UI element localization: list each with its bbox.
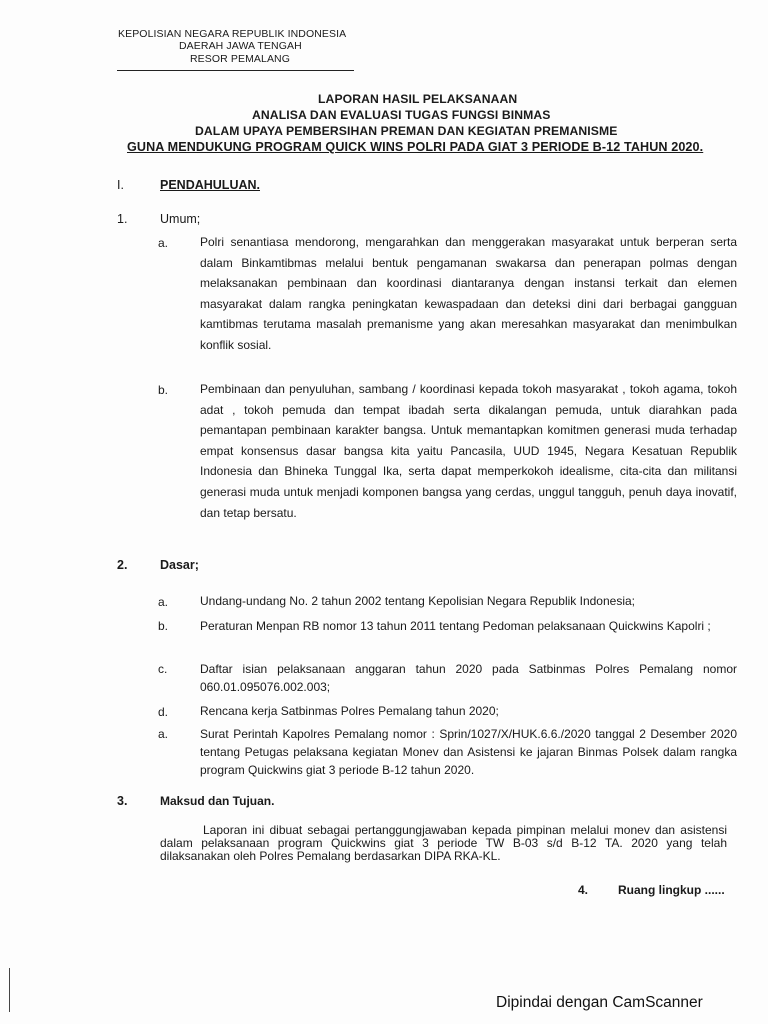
subsection-number: 1.: [117, 212, 128, 226]
item-letter: a.: [158, 236, 169, 250]
page-edge-mark: [9, 968, 10, 1012]
title-line-2: ANALISA DAN EVALUASI TUGAS FUNGSI BINMAS: [252, 108, 551, 122]
paragraph-maksud: [160, 824, 727, 863]
subsection-number: 3.: [117, 794, 128, 808]
subsection-heading: Maksud dan Tujuan.: [160, 794, 275, 808]
subsection-number: 2.: [117, 558, 128, 572]
list-item-dasar: Rencana kerja Satbinmas Polres Pemalang tahun 2020;: [200, 704, 499, 718]
letterhead-line-2: DAERAH JAWA TENGAH: [179, 40, 302, 52]
item-letter: d.: [158, 705, 169, 719]
next-page-number: 4.: [578, 883, 589, 897]
paragraph-umum-b: Pembinaan dan penyuluhan, sambang / koordinasi kepada tokoh masyarakat , tokoh agama, tokoh adat , tokoh pemuda dan tempat ibadah serta dikalangan pemuda, untuk diarahkan pada pemantapan pembinaan karakter bangsa. Untuk memantapkan komitmen generasi muda terhadap empat konsensus dasar bangsa kita yaitu Pancasila, UUD 1945, Negara Kesatuan Republik Indonesia dan Bhineka Tunggal Ika, serta dapat memperkokoh idealisme, cita-cita dan militansi generasi muda untuk menjadi komponen bangsa yang cerdas, unggul tangguh, penuh daya inovatif, dan tetap bersatu.: [200, 382, 737, 520]
list-item-dasar: Peraturan Menpan RB nomor 13 tahun 2011 tentang Pedoman pelaksanaan Quickwins Kapolri ;: [200, 619, 711, 633]
subsection-heading: Umum;: [160, 212, 201, 226]
letterhead-underline: [117, 70, 354, 71]
item-letter: a.: [158, 727, 169, 741]
letterhead-line-3: RESOR PEMALANG: [190, 53, 291, 65]
section-heading: PENDAHULUAN.: [160, 178, 260, 192]
item-letter: b.: [158, 619, 169, 633]
list-item-dasar: Daftar isian pelaksanaan anggaran tahun 2020 pada Satbinmas Polres Pemalang nomor 060.01.095076.002.003;: [200, 662, 737, 694]
title-line-1: LAPORAN HASIL PELAKSANAAN: [318, 92, 518, 106]
list-item-dasar: Undang-undang No. 2 tahun 2002 tentang Kepolisian Negara Republik Indonesia;: [200, 594, 635, 608]
item-letter: c.: [158, 662, 168, 676]
paragraph-umum-a: Polri senantiasa mendorong, mengarahkan dan menggerakan masyarakat untuk berperan serta dalam Binkamtibmas melalui bentuk pengamanan swakarsa dan penerapan polmas dengan melaksanakan pembinaan dan koordinasi diantaranya dengan instansi terkait dan elemen masyarakat dalam rangka peningkatan kewaspadaan dan deteksi dini dari berbagai gangguan kamtibmas terutama masalah premanisme yang akan meresahkan masyarakat dan menimbulkan konflik sosial.: [200, 235, 737, 352]
list-item-dasar: Surat Perintah Kapolres Pemalang nomor : Sprin/1027/X/HUK.6.6./2020 tanggal 2 Desember 2020 tentang Petugas pelaksana kegiatan Monev dan Asistensi ke jajaran Binmas Polsek dalam rangka program Quickwins giat 3 periode B-12 tahun 2020.: [200, 727, 737, 777]
item-letter: a.: [158, 595, 169, 609]
subsection-heading: Dasar;: [160, 558, 199, 572]
next-page-label: Ruang lingkup ......: [618, 883, 725, 897]
section-number: I.: [117, 178, 124, 192]
paragraph-maksud-text: Laporan ini dibuat sebagai pertanggungjawaban kepada pimpinan melalui monev dan asistensi dalam pelaksanaan program Quickwins giat 3 periode TW B-03 s/d B-12 TA. 2020 yang telah dilaksanakan oleh Polres Pemalang berdasarkan DIPA RKA-KL.: [160, 823, 727, 863]
title-line-3: DALAM UPAYA PEMBERSIHAN PREMAN DAN KEGIATAN PREMANISME: [195, 124, 618, 138]
camscanner-watermark: Dipindai dengan CamScanner: [496, 994, 703, 1011]
title-line-4: GUNA MENDUKUNG PROGRAM QUICK WINS POLRI PADA GIAT 3 PERIODE B-12 TAHUN 2020.: [127, 140, 704, 154]
item-letter: b.: [158, 383, 169, 397]
letterhead-line-1: KEPOLISIAN NEGARA REPUBLIK INDONESIA: [118, 28, 347, 40]
